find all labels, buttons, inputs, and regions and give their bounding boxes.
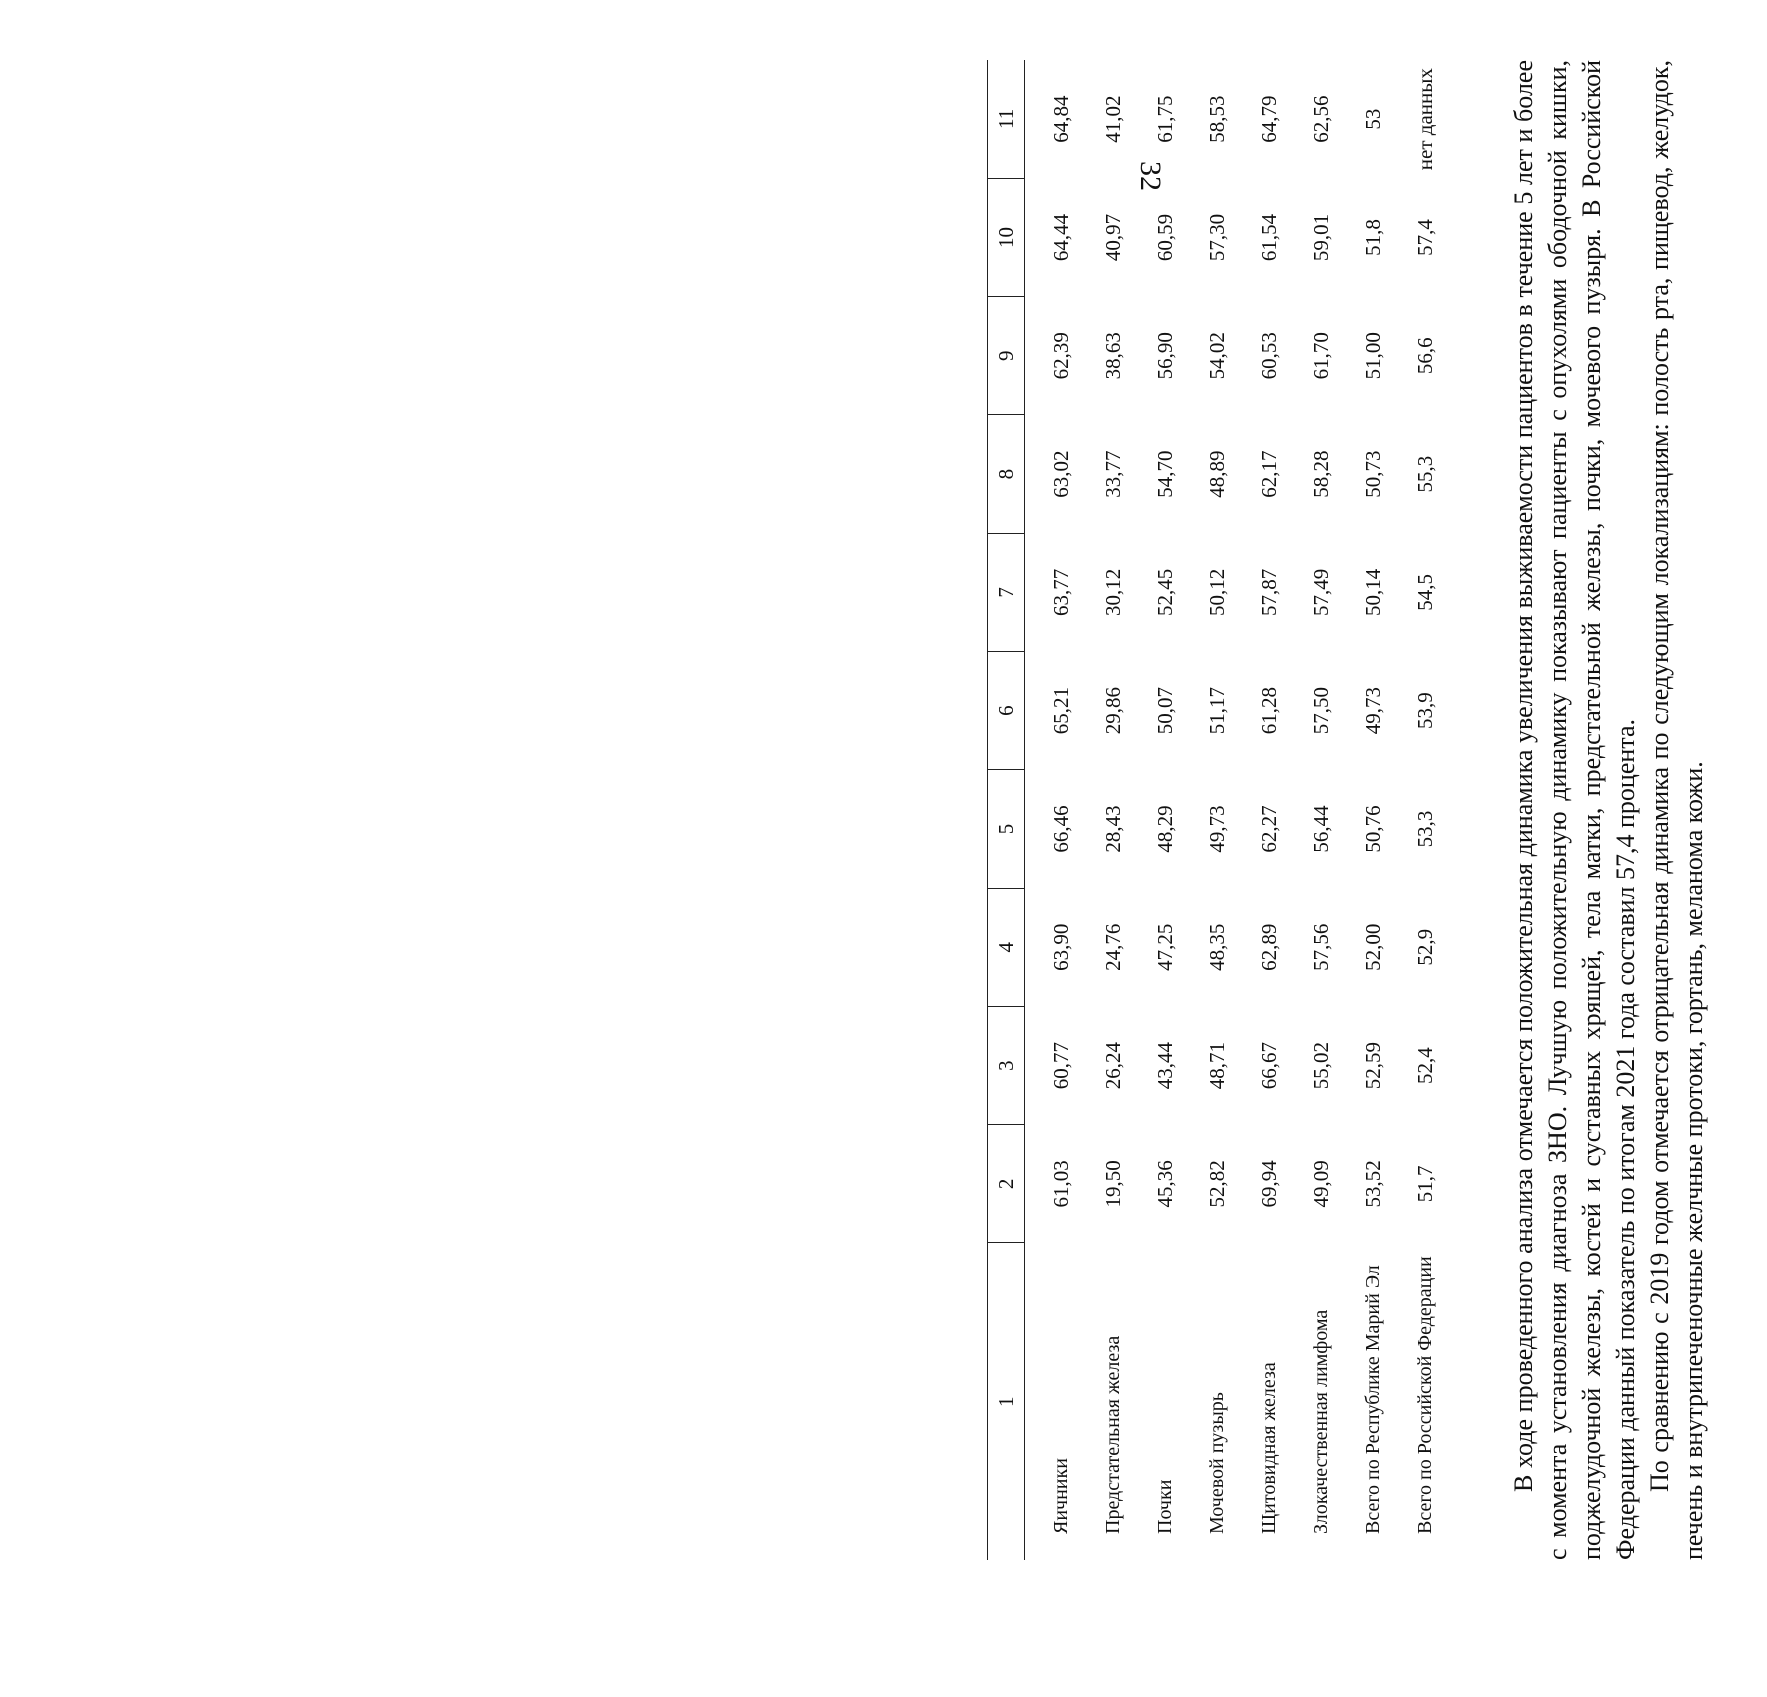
table-cell: 52,45 bbox=[1152, 568, 1177, 616]
table-row bbox=[1295, 60, 1347, 1560]
table-cell: 63,77 bbox=[1048, 568, 1073, 616]
paragraph: В ходе проведенного анализа отмечается положительная динамика увеличения выживаемости пациентов в течение 5 лет и более с момента установления диагноза ЗНО. Лучшую положительную динамику показывают пациенты с опухолями ободочной кишки, поджелудочной железы, костей и суставных хрящей, тела матки, предстательной железы, почки, мочевого пузыря. В Российской Федерации данный показатель по итогам 2021 года составил 57,4 процента. bbox=[1509, 60, 1640, 1560]
table-cell: 62,56 bbox=[1308, 95, 1333, 143]
table-cell: 24,76 bbox=[1100, 923, 1125, 971]
table-cell: 61,70 bbox=[1308, 332, 1333, 380]
table-cell: 49,73 bbox=[1204, 805, 1229, 853]
table-cell: 58,53 bbox=[1204, 95, 1229, 143]
table-cell: 61,03 bbox=[1048, 1160, 1073, 1208]
table-cell: 57,30 bbox=[1204, 213, 1229, 262]
column-header: 8 bbox=[988, 415, 1025, 533]
table-row bbox=[1191, 60, 1243, 1560]
column-header: 5 bbox=[988, 770, 1025, 888]
table-cell: 60,53 bbox=[1256, 332, 1281, 380]
table-cell: 64,44 bbox=[1048, 213, 1073, 262]
table-cell: 61,54 bbox=[1256, 213, 1281, 262]
table-cell: 69,94 bbox=[1256, 1160, 1281, 1208]
table-cell: 62,27 bbox=[1256, 805, 1281, 853]
column-header: 9 bbox=[988, 297, 1025, 415]
table-cell: 64,84 bbox=[1048, 95, 1073, 143]
column-header: 1 bbox=[988, 1243, 1025, 1560]
table-cell: 61,28 bbox=[1256, 687, 1281, 735]
table-cell: 48,29 bbox=[1152, 805, 1177, 853]
row-label: Злокачественная лимфома bbox=[1309, 1309, 1332, 1534]
table-cell: 53,52 bbox=[1360, 1160, 1385, 1208]
table-cell: 60,59 bbox=[1152, 213, 1177, 262]
row-label: Всего по Республике Марий Эл bbox=[1361, 1265, 1384, 1534]
paragraph: По сравнению с 2019 годом отмечается отрицательная динамика по следующим локализациям: полость рта, пищевод, желудок, печень и внутрипеченочные желчные протоки, гортань, меланома кожи. bbox=[1645, 60, 1708, 1560]
column-header: 4 bbox=[988, 888, 1025, 1006]
table-cell: 30,12 bbox=[1100, 568, 1125, 616]
table-cell: 54,5 bbox=[1412, 574, 1437, 611]
table-cell: 65,21 bbox=[1048, 687, 1073, 735]
body-text bbox=[1507, 60, 1711, 1560]
table-cell: 51,8 bbox=[1360, 219, 1385, 256]
row-label: Всего по Российской Федерации bbox=[1413, 1256, 1436, 1534]
column-header: 3 bbox=[988, 1006, 1025, 1124]
table-row bbox=[1139, 60, 1191, 1560]
table-cell: 28,43 bbox=[1100, 805, 1125, 853]
table-cell: нет данных bbox=[1412, 68, 1437, 171]
table-cell: 26,24 bbox=[1100, 1041, 1125, 1090]
table-cell: 50,07 bbox=[1152, 687, 1177, 735]
row-label: Щитовидная железа bbox=[1257, 1362, 1280, 1534]
column-header: 10 bbox=[988, 178, 1025, 296]
table-cell: 52,00 bbox=[1360, 923, 1385, 971]
table-cell: 52,82 bbox=[1204, 1160, 1229, 1208]
table-cell: 57,50 bbox=[1308, 687, 1333, 735]
table-cell: 57,49 bbox=[1308, 568, 1333, 616]
column-header: 2 bbox=[988, 1125, 1025, 1243]
row-label: Почки bbox=[1153, 1479, 1176, 1534]
table-cell: 55,02 bbox=[1308, 1041, 1333, 1090]
table-cell: 62,39 bbox=[1048, 332, 1073, 380]
table-cell: 56,90 bbox=[1152, 332, 1177, 380]
table-row bbox=[1347, 60, 1399, 1560]
column-header: 6 bbox=[988, 652, 1025, 770]
table-cell: 66,46 bbox=[1048, 805, 1073, 853]
table-row bbox=[1087, 60, 1139, 1560]
table-cell: 57,87 bbox=[1256, 568, 1281, 616]
rotated-content bbox=[987, 60, 1767, 1560]
table-cell: 47,25 bbox=[1152, 923, 1177, 971]
table-cell: 50,12 bbox=[1204, 568, 1229, 616]
table-cell: 53,3 bbox=[1412, 810, 1437, 848]
table-cell: 49,09 bbox=[1308, 1160, 1333, 1208]
table-cell: 63,90 bbox=[1048, 923, 1073, 971]
table-cell: 48,89 bbox=[1204, 450, 1229, 498]
page-number: 32 bbox=[1134, 161, 1167, 191]
table-cell: 19,50 bbox=[1100, 1160, 1125, 1208]
table-cell: 29,86 bbox=[1100, 687, 1125, 735]
table-cell: 60,77 bbox=[1048, 1041, 1073, 1090]
row-label: Предстательная железа bbox=[1101, 1335, 1124, 1534]
table-cell: 53,9 bbox=[1412, 692, 1437, 730]
column-header: 11 bbox=[988, 60, 1025, 178]
table-cell: 66,67 bbox=[1256, 1041, 1281, 1090]
table-cell: 40,97 bbox=[1100, 213, 1125, 262]
table-row bbox=[1025, 60, 1088, 1560]
table-cell: 52,9 bbox=[1412, 928, 1437, 966]
table-cell: 62,89 bbox=[1256, 923, 1281, 971]
table-row bbox=[1243, 60, 1295, 1560]
table-cell: 50,73 bbox=[1360, 450, 1385, 498]
table-cell: 62,17 bbox=[1256, 450, 1281, 498]
table-cell: 33,77 bbox=[1100, 450, 1125, 498]
table-cell: 38,63 bbox=[1100, 332, 1125, 380]
table-cell: 48,71 bbox=[1204, 1041, 1229, 1090]
table-cell: 51,17 bbox=[1204, 687, 1229, 735]
row-label: Мочевой пузырь bbox=[1205, 1392, 1228, 1534]
column-header: 7 bbox=[988, 533, 1025, 651]
table-cell: 54,70 bbox=[1152, 450, 1177, 498]
table-row bbox=[1399, 60, 1451, 1560]
table-cell: 57,4 bbox=[1412, 219, 1437, 256]
table-cell: 53 bbox=[1360, 108, 1385, 130]
table-cell: 52,59 bbox=[1360, 1041, 1385, 1090]
table-cell: 55,3 bbox=[1412, 455, 1437, 493]
table-cell: 48,35 bbox=[1204, 923, 1229, 971]
table-cell: 52,4 bbox=[1412, 1047, 1437, 1084]
table-cell: 64,79 bbox=[1256, 95, 1281, 143]
table-cell: 41,02 bbox=[1100, 95, 1125, 143]
table-cell: 50,14 bbox=[1360, 568, 1385, 616]
table-cell: 54,02 bbox=[1204, 332, 1229, 380]
table-cell: 51,7 bbox=[1412, 1165, 1437, 1203]
table-cell: 50,76 bbox=[1360, 805, 1385, 853]
table-cell: 49,73 bbox=[1360, 687, 1385, 735]
table-cell: 45,36 bbox=[1152, 1160, 1177, 1208]
table-header-row bbox=[988, 60, 1025, 1560]
table-cell: 57,56 bbox=[1308, 923, 1333, 971]
table-cell: 63,02 bbox=[1048, 450, 1073, 498]
table-cell: 56,6 bbox=[1412, 337, 1437, 375]
table-cell: 43,44 bbox=[1152, 1041, 1177, 1090]
table-cell: 59,01 bbox=[1308, 213, 1333, 262]
survival-table bbox=[987, 60, 1451, 1560]
table-cell: 58,28 bbox=[1308, 450, 1333, 498]
row-label: Яичники bbox=[1049, 1458, 1072, 1534]
table-cell: 56,44 bbox=[1308, 805, 1333, 853]
table-cell: 51,00 bbox=[1360, 332, 1385, 380]
table-cell: 61,75 bbox=[1152, 95, 1177, 143]
